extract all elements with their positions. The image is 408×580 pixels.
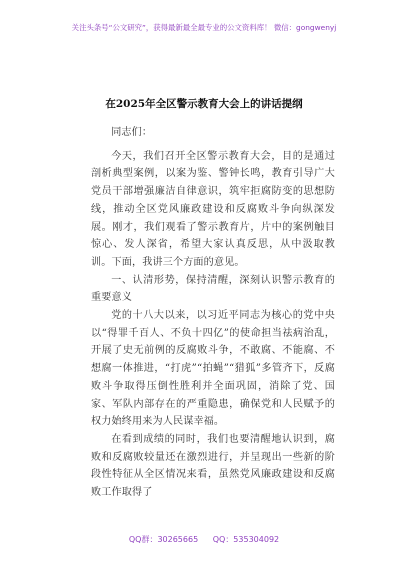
footer-qq: QQ：535304092	[212, 535, 280, 544]
section-heading-1: 一、认清形势，保持清醒，深刻认识警示教育的重要意义	[91, 274, 335, 304]
document-body	[91, 124, 335, 502]
footer-qq-group: QQ群：30265665	[128, 535, 199, 544]
header-banner: 关注头条号“公文研究”，获得最新最全最专业的公文资料库！ 微信：gongwenyj	[71, 23, 337, 32]
salutation: 同志们：	[111, 127, 153, 138]
footer-contact	[0, 534, 408, 545]
paragraph-context: 党的十八大以来，以习近平同志为核心的党中央以“得罪千百人、不负十四亿”的使命担当祛病治乱，开展了史无前例的反腐败斗争，不敢腐、不能腐、不想腐一体推进，“打虎”“拍蝇”“猎狐”多管齐下，反腐败斗争取得压倒性胜利并全面巩固，消除了党、国家、军队内部存在的严重隐患，确保党和人民赋予的权力始终用来为人民谋幸福。	[91, 310, 335, 428]
paragraph-situation: 在看到成绩的同时，我们也要清醒地认识到，腐败和反腐败较量还在激烈进行，并呈现出一些新的阶段性特征从全区情况来看，虽然党风廉政建设和反腐败工作取得了	[91, 433, 335, 499]
paragraph-intro: 今天，我们召开全区警示教育大会，目的是通过剖析典型案例，以案为鉴、警钟长鸣，教育引导广大党员干部增强廉洁自律意识，筑牢拒腐防变的思想防线，推动全区党风廉政建设和反腐败斗争向纵深发展。刚才，我们观看了警示教育片，片中的案例触目惊心、发人深省，希望大家认真反思，从中汲取教训。下面，我讲三个方面的意见。	[91, 150, 335, 268]
document-title: 在2025年全区警示教育大会上的讲话提纲	[105, 98, 303, 110]
